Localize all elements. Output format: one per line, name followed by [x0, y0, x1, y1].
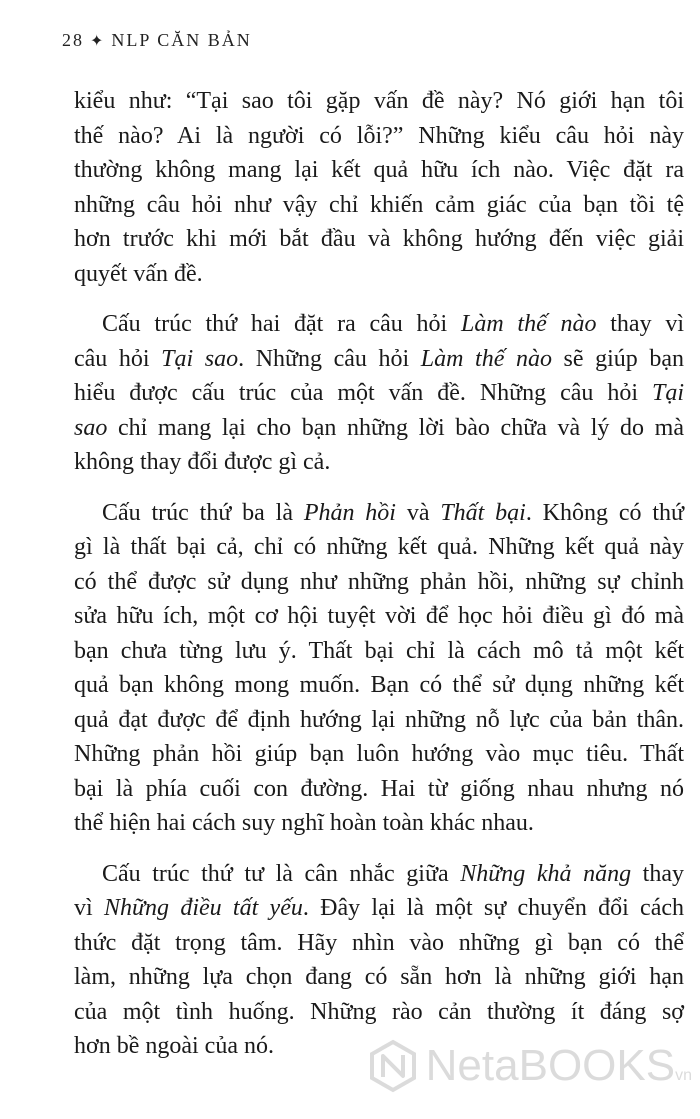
text-line: có thể được sử dụng như những phản hồi, những sự chỉnh [74, 568, 684, 595]
watermark [366, 1039, 692, 1093]
text-line: những câu hỏi như vậy chỉ khiến cảm giác của bạn tồi tệ [74, 191, 684, 218]
italic-term: Phản hồi [303, 499, 396, 526]
text-line: không thay đổi được gì cả. [74, 449, 331, 475]
text-line: câu hỏi Tại sao. Những câu hỏi Làm thế nào sẽ giúp bạn [74, 345, 685, 372]
text-line: bạn chưa từng lưu ý. Thất bại chỉ là cách mô tả một kết [74, 637, 684, 664]
italic-term: Tại sao [161, 345, 239, 372]
italic-term: sao [74, 414, 108, 441]
text-line: làm, những lựa chọn đang có sẵn hơn là những giới hạn [74, 964, 684, 990]
body-text [74, 84, 684, 1080]
text-line: sửa hữu ích, một cơ hội tuyệt vời để học hỏi điều gì đó mà [74, 603, 684, 629]
text-line: sao chỉ mang lại cho bạn những lời bào chữa và lý do mà [74, 414, 684, 441]
paragraph-4 [74, 857, 684, 1064]
text-line: của một tình huống. Những rào cản thường ít đáng sợ [74, 998, 684, 1025]
text-line: kiểu như: “Tại sao tôi gặp vấn đề này? Nó giới hạn tôi [74, 88, 684, 114]
italic-term: Tại [651, 380, 684, 406]
text-line: hiểu được cấu trúc của một vấn đề. Những câu hỏi Tại [74, 380, 684, 406]
text-line: quả bạn không mong muốn. Bạn có thể sử dụng những kết [74, 672, 684, 698]
paragraph-2 [74, 307, 684, 480]
running-header [62, 30, 252, 51]
neta-hexagon-logo-icon [366, 1039, 420, 1093]
watermark-brand: NetaBOOKS [425, 1041, 676, 1090]
paragraph-3 [74, 496, 684, 841]
text-line: hơn trước khi mới bắt đầu và không hướng đến việc giải [74, 226, 684, 252]
italic-term: Làm thế nào [420, 345, 552, 372]
italic-term: Thất bại [440, 499, 526, 526]
text-line: thường không mang lại kết quả hữu ích nào. Việc đặt ra [74, 157, 684, 183]
text-line: vì Những điều tất yếu. Đây lại là một sự chuyển đổi cách [74, 895, 685, 921]
text-line: Cấu trúc thứ hai đặt ra câu hỏi Làm thế nào thay vì [102, 311, 684, 337]
text-line: Cấu trúc thứ tư là cân nhắc giữa Những khả năng thay [102, 860, 684, 887]
separator-star-icon: ✦ [90, 33, 106, 50]
text-line: Cấu trúc thứ ba là Phản hồi và Thất bại. Không có thứ [102, 499, 685, 526]
text-line: Những phản hồi giúp bạn luôn hướng vào mục tiêu. Thất [74, 741, 684, 767]
italic-term: Làm thế nào [460, 311, 597, 337]
text-line: quyết vấn đề. [74, 260, 203, 287]
italic-term: Những khả năng [460, 860, 632, 887]
watermark-suffix: vn [675, 1067, 692, 1084]
page-number: 28 [62, 30, 84, 50]
book-title: NLP CĂN BẢN [111, 30, 252, 50]
text-line: thể hiện hai cách suy nghĩ hoàn toàn khác nhau. [74, 810, 534, 836]
text-line: bại là phía cuối con đường. Hai từ giống nhau nhưng nó [74, 775, 684, 802]
paragraph-1 [74, 84, 684, 291]
text-line: quả đạt được để định hướng lại những nỗ lực của bản thân. [74, 706, 684, 733]
text-line: thức đặt trọng tâm. Hãy nhìn vào những gì bạn có thể [74, 929, 684, 956]
text-line: gì là thất bại cả, chỉ có những kết quả. Những kết quả này [74, 534, 684, 560]
italic-term: Những điều tất yếu [103, 895, 303, 921]
text-line: thế nào? Ai là người có lỗi?” Những kiểu câu hỏi này [74, 122, 684, 149]
text-line: hơn bề ngoài của nó. [74, 1033, 274, 1059]
